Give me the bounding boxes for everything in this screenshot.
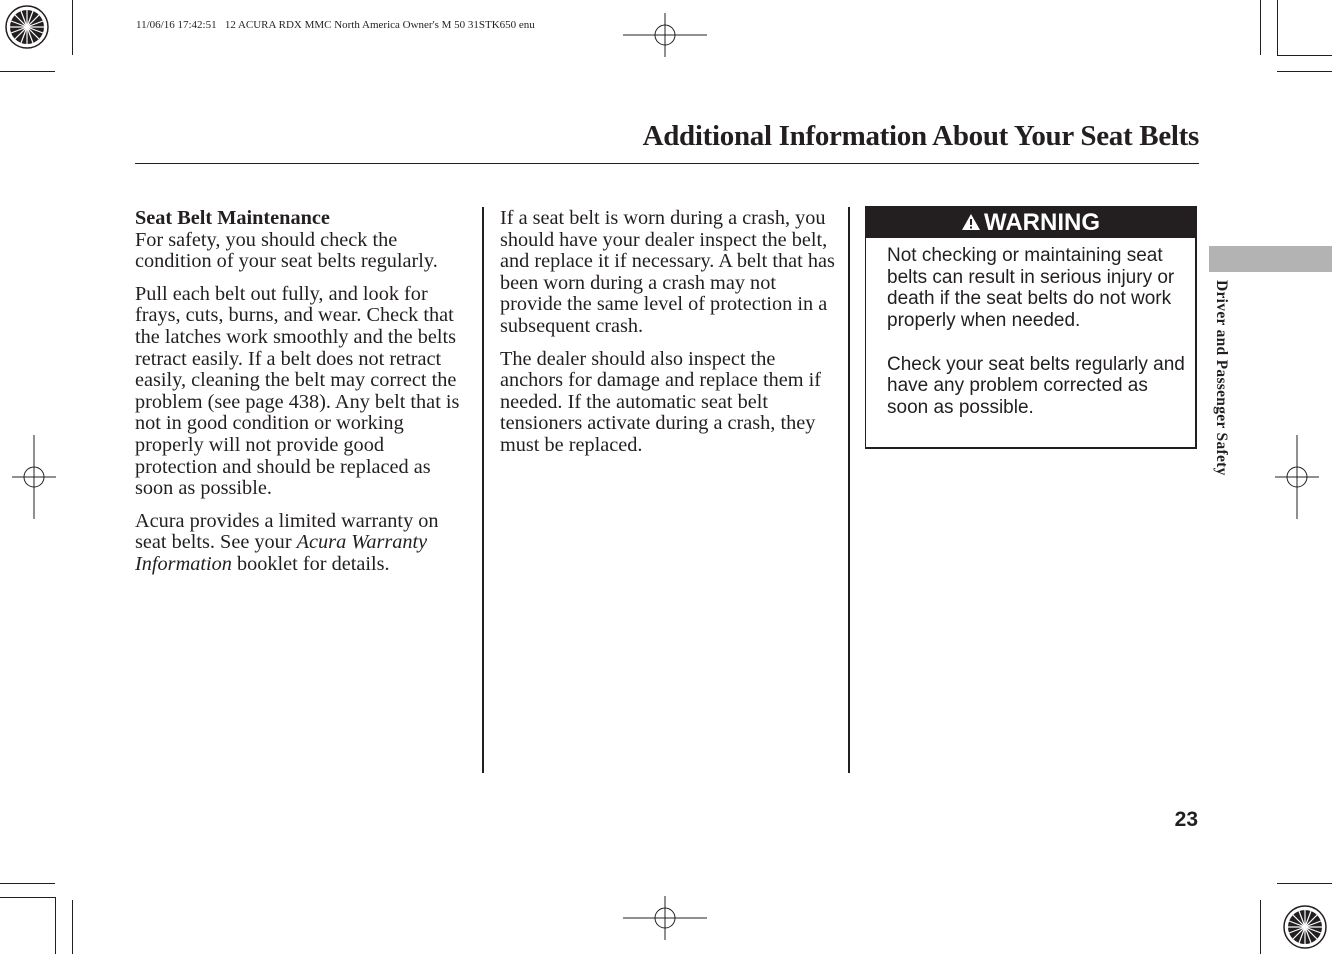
paragraph [135, 511, 470, 576]
print-slug: 11/06/16 17:42:51 12 ACURA RDX MMC North America Owner's M 50 31STK650 enu [136, 19, 535, 31]
paragraph: Pull each belt out fully, and look for frays, cuts, burns, and wear. Check that the latches work smoothly and the belts retract easily. If a belt does not retract easily, cleaning the belt may correct the problem (see page 438). Any belt that is not in good condition or working properly will not provide good protection and should be replaced as soon as possible. [135, 282, 460, 500]
registration-starburst-icon [6, 6, 48, 48]
column-left [135, 208, 470, 587]
page-title: Additional Information About Your Seat Belts [642, 120, 1199, 152]
title-rule [135, 163, 1199, 164]
registration-starburst-icon [1284, 906, 1326, 948]
column-middle [500, 208, 840, 468]
page-number: 23 [1174, 808, 1198, 831]
warning-label: WARNING [984, 209, 1100, 236]
section-tab [1209, 246, 1332, 272]
warning-box [865, 206, 1197, 449]
paragraph-text: Acura provides a limited warranty on seat belts. See your [135, 509, 439, 554]
warning-header [866, 207, 1195, 238]
section-heading: Seat Belt Maintenance [135, 207, 330, 229]
paragraph: If a seat belt is worn during a crash, you should have your dealer inspect the belt, and replace it if necessary. A belt that has been worn during a crash may not provide the same level of protection in a subsequent crash. [500, 207, 835, 337]
paragraph: The dealer should also inspect the anchors for damage and replace them if needed. If the automatic seat belt tensioners activate during a crash, they must be replaced. [500, 347, 821, 456]
column-divider [482, 207, 484, 773]
column-divider [848, 207, 850, 773]
warning-triangle-icon [961, 208, 981, 240]
warning-body [887, 245, 1187, 440]
paragraph-text: booklet for details. [231, 552, 390, 575]
warning-text: Check your seat belts regularly and have any problem corrected as soon as possible. [887, 353, 1185, 418]
paragraph [135, 208, 470, 273]
warning-text: Not checking or maintaining seat belts can result in serious injury or death if the seat belts do not work properly when needed. [887, 245, 1175, 332]
paragraph-text: For safety, you should check the condition of your seat belts regularly. [135, 228, 438, 273]
section-tab-label: Driver and Passenger Safety [1213, 280, 1230, 476]
booklet-title: Acura Warranty Information [135, 531, 428, 575]
